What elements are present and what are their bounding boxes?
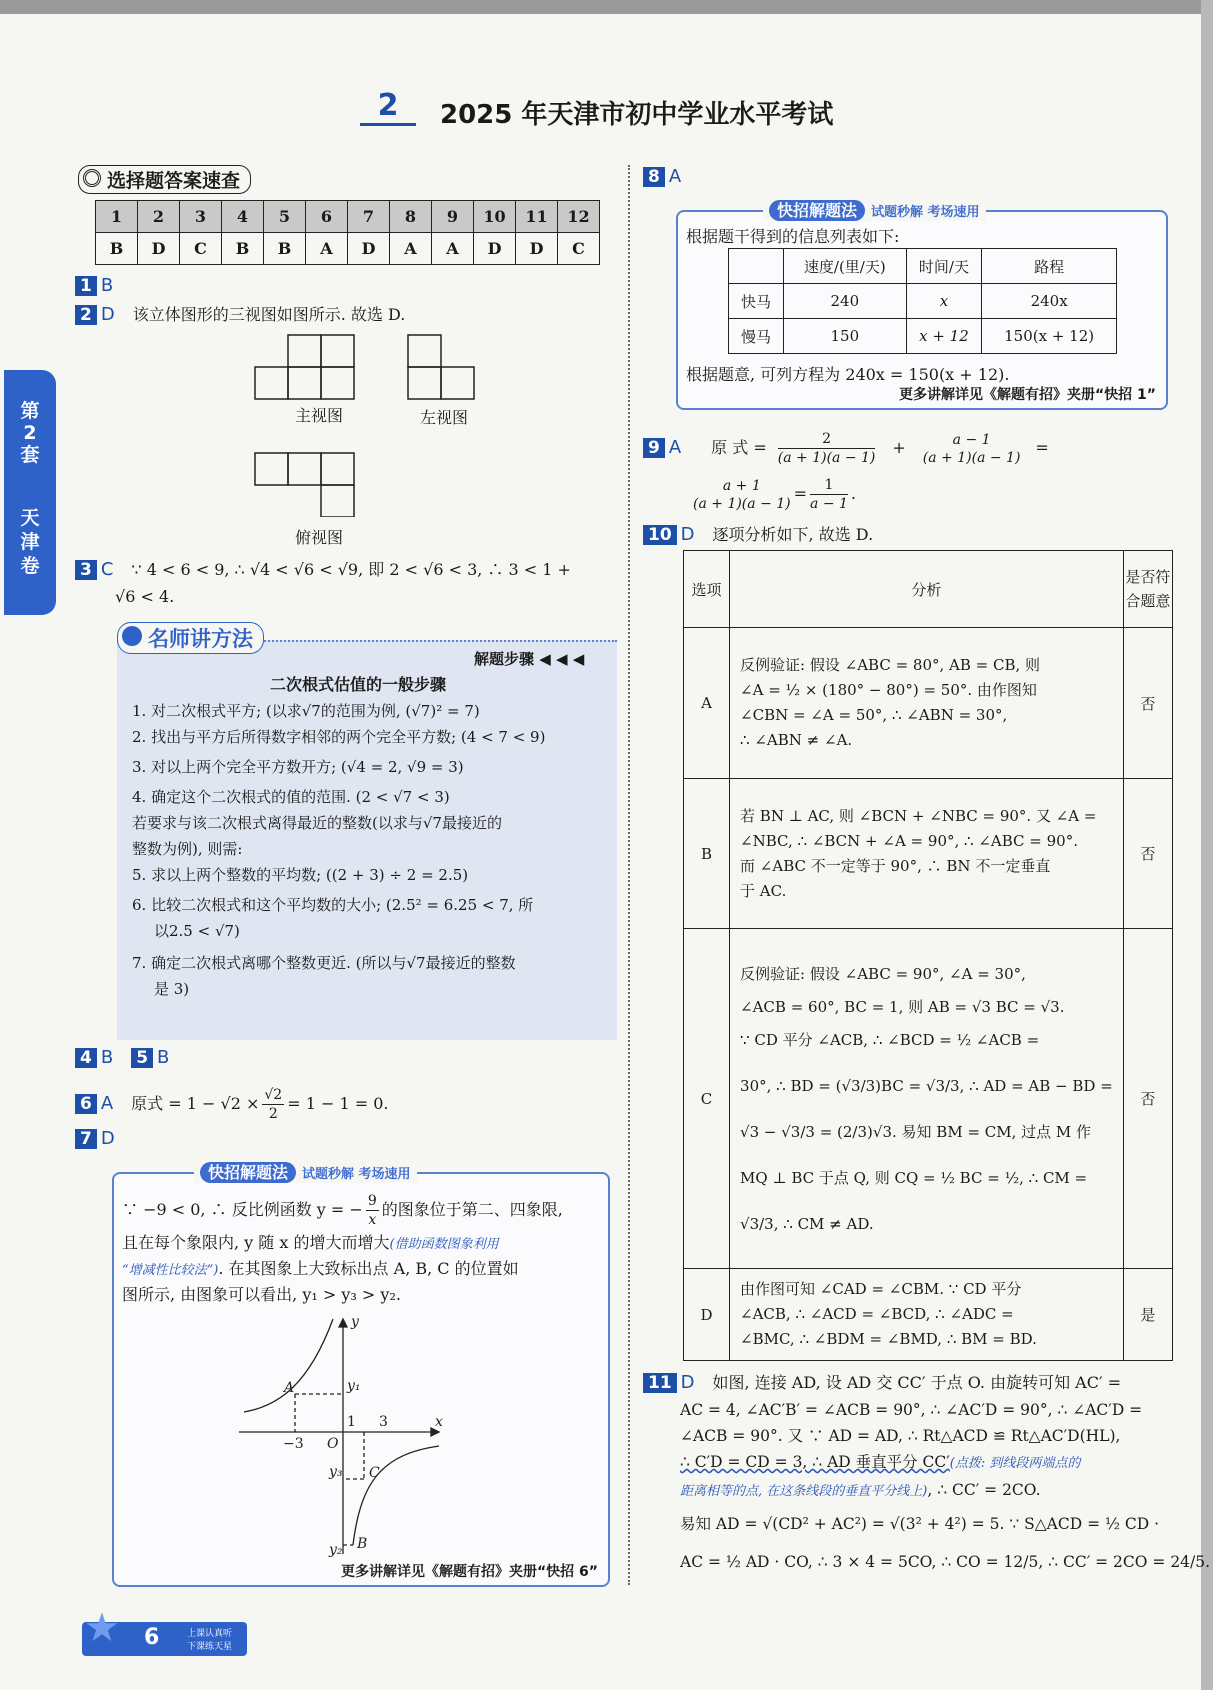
line: 由作图可知 ∠CAD = ∠CBM. ∵ CD 平分 xyxy=(740,1280,1022,1298)
line: ∠NBC, ∴ ∠BCN + ∠A = 90°, ∴ ∠ABC = 90°. xyxy=(740,831,1078,850)
q8 xyxy=(643,166,699,187)
q8-equation: 根据题意, 可列方程为 240x = 150(x + 12). xyxy=(686,365,1010,384)
hyperbola-graph xyxy=(239,1314,449,1559)
q11-body xyxy=(680,1397,1210,1575)
label-C: C xyxy=(369,1465,380,1481)
row-b xyxy=(684,779,1173,929)
q-answer: B xyxy=(100,1047,114,1068)
option: C xyxy=(684,929,730,1269)
q8-intro: 根据题干得到的信息列表如下: xyxy=(686,227,900,246)
cell: 3 xyxy=(180,201,222,233)
label-O: O xyxy=(327,1436,339,1452)
cell: 4 xyxy=(222,201,264,233)
step: 以2.5 < √7) xyxy=(154,922,240,940)
cell: C xyxy=(180,233,222,265)
slogan-1: 上课认真听 xyxy=(187,1629,233,1639)
line: 反例验证: 假设 ∠ABC = 90°, ∠A = 30°, xyxy=(740,964,1026,983)
teacher-mascot-icon xyxy=(122,626,142,646)
q-answer: D xyxy=(100,304,115,325)
q7-line1: ∵ −9 < 0, ∴ 反比例函数 y = − $\frac{9}{x}$ 的图象位于第二、四象限, xyxy=(122,1193,563,1228)
cell: 240 xyxy=(784,284,907,319)
cell: x xyxy=(906,284,982,319)
result: 是 xyxy=(1123,1269,1172,1361)
q-number: 1 xyxy=(75,276,97,296)
q-number: 4 xyxy=(75,1048,97,1068)
cell: B xyxy=(264,233,306,265)
q7 xyxy=(75,1128,133,1149)
q-answer: D xyxy=(680,524,695,545)
quick-answers-title: 选择题答案速查 xyxy=(78,165,251,194)
cell: 10 xyxy=(474,201,516,233)
option: A xyxy=(684,628,730,779)
tick-minus3: −3 xyxy=(283,1436,304,1452)
cell: 6 xyxy=(306,201,348,233)
header-result: 是否符合题意 xyxy=(1123,551,1172,628)
q8-tip-box xyxy=(676,201,1168,410)
line: ∵ CD 平分 ∠ACB, ∴ ∠BCD = ½ ∠ACB = xyxy=(740,1030,1040,1049)
page-footer-badge xyxy=(82,1605,247,1656)
line: 反例验证: 假设 ∠ABC = 80°, AB = CB, 则 xyxy=(740,656,1041,674)
q9: 9 A 原 式 = $\frac{2}{(a + 1)(a - 1)}$ + a − 1 (a + 1)(a − 1) = xyxy=(643,430,1049,467)
line: ∴ ∠ABN ≠ ∠A. xyxy=(740,731,853,749)
result: 否 xyxy=(1123,779,1172,929)
line: ∠CBN = ∠A = 50°, ∴ ∠ABN = 30°, xyxy=(740,706,1008,724)
line: ∠A = ½ × (180° − 80°) = 50°. 由作图知 xyxy=(740,681,1037,699)
line: 30°, ∴ BD = (√3/3)BC = √3/3, ∴ AD = AB − BD = xyxy=(740,1076,1113,1095)
front-view-label: 主视图 xyxy=(295,406,344,425)
q-number: 3 xyxy=(75,560,97,580)
line: ∴ C′D = CD = 3, ∴ AD 垂直平分 CC′(点拨: 到线段两端点的 xyxy=(680,1453,1081,1471)
cell: 路程 xyxy=(982,249,1117,284)
cell: 240x xyxy=(982,284,1117,319)
eye-icon xyxy=(83,169,101,187)
q-answer: B xyxy=(157,1047,170,1068)
q-number: 2 xyxy=(75,305,97,325)
page-number: 6 xyxy=(144,1625,160,1650)
q10: 10 D 逐项分析如下, 故选 D. xyxy=(643,522,873,545)
line: MQ ⊥ BC 于点 Q, 则 CQ = ½ BC = ½, ∴ CM = xyxy=(740,1168,1088,1187)
side-tab-region: 天津卷 xyxy=(20,507,40,577)
line: √3/3, ∴ CM ≠ AD. xyxy=(740,1214,874,1233)
cell: 8 xyxy=(390,201,432,233)
cell: C xyxy=(558,233,600,265)
cell xyxy=(729,249,784,284)
option: B xyxy=(684,779,730,929)
speed-table xyxy=(728,248,1117,354)
label-B: B xyxy=(357,1536,368,1552)
method-steps xyxy=(132,698,545,1002)
more-link[interactable]: 更多讲解详见《解题有招》夹册“快招 6” xyxy=(340,1564,598,1580)
step: 7. 确定二次根式离哪个整数更近. (所以与√7最接近的整数 xyxy=(132,954,516,972)
cell: 9 xyxy=(432,201,474,233)
set-number: 2 xyxy=(360,88,416,126)
cell: 时间/天 xyxy=(906,249,982,284)
step: 是 3) xyxy=(154,980,190,998)
row-a xyxy=(684,628,1173,779)
step: 1. 对二次根式平方; (以求√7的范围为例, (√7)² = 7) xyxy=(132,702,480,720)
step: 整数为例), 则需: xyxy=(132,840,243,858)
fraction: a − 1 (a + 1)(a − 1) xyxy=(922,431,1021,466)
label-y1: y₁ xyxy=(347,1378,361,1394)
cell: 7 xyxy=(348,201,390,233)
line: 若 BN ⊥ AC, 则 ∠BCN + ∠NBC = 90°. 又 ∠A = xyxy=(740,806,1097,825)
method-tag: 解题步骤 ◀ ◀ ◀ xyxy=(474,650,585,668)
q-answer: D xyxy=(680,1372,695,1393)
cell: 2 xyxy=(138,201,180,233)
q3 xyxy=(75,557,571,580)
line: 而 ∠ABC 不一定等于 90°, ∴ BN 不一定垂直 xyxy=(740,856,1051,875)
step: 4. 确定这个二次根式的值的范围. (2 < √7 < 3) xyxy=(132,788,450,806)
q-answer: D xyxy=(100,1128,115,1149)
cell: 1 xyxy=(96,201,138,233)
result: 否 xyxy=(1123,929,1172,1269)
fraction: a + 1 (a + 1)(a − 1) xyxy=(693,477,791,512)
q-answer: B xyxy=(100,275,114,296)
q-number: 5 xyxy=(131,1048,153,1068)
q9-line2: a + 1 (a + 1)(a − 1) = $\frac{1}{a - 1}$ . xyxy=(693,477,857,512)
step: 若要求与该二次根式离得最近的整数(以求与√7最接近的 xyxy=(132,814,502,832)
more-link[interactable]: 更多讲解详见《解题有招》夹册“快招 1” xyxy=(898,387,1156,403)
answer-numbers-row xyxy=(96,201,600,233)
q7-line4: 图所示, 由图象可以看出, y₁ > y₃ > y₂. xyxy=(122,1285,401,1304)
q-number: 11 xyxy=(643,1373,677,1393)
line: 距离相等的点, 在这条线段的垂直平分线上), ∴ CC′ = 2CO. xyxy=(680,1481,1041,1499)
q-number: 8 xyxy=(643,167,665,187)
q11: 11 D 如图, 连接 AD, 设 AD 交 CC′ 于点 O. 由旋转可知 AC′ = xyxy=(643,1370,1121,1393)
label-y2: y₂ xyxy=(329,1542,343,1558)
q-number: 9 xyxy=(643,438,665,458)
step: 6. 比较二次根式和这个平均数的大小; (2.5² = 6.25 < 7, 所 xyxy=(132,896,534,914)
q-number: 7 xyxy=(75,1129,97,1149)
q7-line3: “增减性比较法”). 在其图象上大致标出点 A, B, C 的位置如 xyxy=(122,1259,519,1278)
line: ∠ACB = 60°, BC = 1, 则 AB = √3 BC = √3. xyxy=(740,997,1065,1016)
line: ∠BMC, ∴ ∠BDM = ∠BMD, ∴ BM = BD. xyxy=(740,1330,1037,1348)
step: 5. 求以上两个整数的平均数; ((2 + 3) ÷ 2 = 2.5) xyxy=(132,866,469,884)
curve-branch-4 xyxy=(353,1446,439,1545)
q-number: 10 xyxy=(643,525,677,545)
cell: 5 xyxy=(264,201,306,233)
page-title: 2025 年天津市初中学业水平考试 xyxy=(440,100,834,130)
cell: 150(x + 12) xyxy=(982,319,1117,354)
left-view-label: 左视图 xyxy=(420,408,469,427)
q-answer: C xyxy=(100,559,114,580)
q4-q5 xyxy=(75,1047,187,1068)
q-answer: A xyxy=(668,166,682,187)
analysis-table xyxy=(683,550,1173,1361)
cell: A xyxy=(390,233,432,265)
method-heading: 二次根式估值的一般步骤 xyxy=(270,675,447,694)
line: ∠ACB, ∴ ∠ACD = ∠BCD, ∴ ∠ADC = xyxy=(740,1305,1014,1323)
header-option: 选项 xyxy=(684,551,730,628)
q2 xyxy=(75,302,405,325)
q7-tip-box xyxy=(112,1163,610,1587)
q-answer: A xyxy=(668,437,682,458)
step: 2. 找出与平方后所得数字相邻的两个完全平方数; (4 < 7 < 9) xyxy=(132,728,546,746)
q7-line2: 且在每个象限内, y 随 x 的增大而增大(借助函数图象利用 xyxy=(122,1233,499,1252)
row-d xyxy=(684,1269,1173,1361)
fraction: $\frac{√2}{2}$ xyxy=(264,1087,283,1122)
row-c xyxy=(684,929,1173,1269)
line: 于 AC. xyxy=(740,881,787,900)
scan-top-edge xyxy=(0,0,1213,14)
cell: D xyxy=(474,233,516,265)
fraction: $\frac{2}{(a + 1)(a - 1)}$ xyxy=(777,431,876,466)
tick-3: 3 xyxy=(379,1414,388,1430)
cell: x + 12 xyxy=(906,319,982,354)
option: D xyxy=(684,1269,730,1361)
label-y3: y₃ xyxy=(329,1464,343,1480)
line: 易知 AD = √(CD² + AC²) = √(3² + 4²) = 5. ∵ S△ACD = ½ CD · xyxy=(680,1515,1160,1533)
tip-header: 快招解题法 试题秒解 考场速用 xyxy=(763,198,986,221)
tick-1: 1 xyxy=(347,1414,356,1430)
line: AC = ½ AD · CO, ∴ 3 × 4 = 5CO, ∴ CO = 12/5, ∴ CC′ = 2CO = 24/5. xyxy=(680,1553,1211,1571)
cell: 快马 xyxy=(729,284,784,319)
cell: A xyxy=(306,233,348,265)
q1 xyxy=(75,275,131,296)
label-A: A xyxy=(284,1380,295,1396)
cell: D xyxy=(516,233,558,265)
slogan-2: 下课练天星 xyxy=(187,1642,233,1652)
label-x: x xyxy=(435,1414,443,1430)
cell: 慢马 xyxy=(729,319,784,354)
header-analysis: 分析 xyxy=(730,551,1124,628)
curve-branch-2 xyxy=(244,1319,333,1412)
cell: B xyxy=(96,233,138,265)
method-title: 名师讲方法 xyxy=(117,622,264,654)
tip-header: 快招解题法 试题秒解 考场速用 xyxy=(194,1160,417,1183)
q-answer: A xyxy=(100,1093,114,1114)
label-y: y xyxy=(351,1314,359,1330)
fraction: $\frac{9}{x}$ xyxy=(367,1193,377,1228)
q-text: 该立体图形的三视图如图所示. 故选 D. xyxy=(132,305,406,324)
answer-letters-row xyxy=(96,233,600,265)
top-view-label: 俯视图 xyxy=(295,528,344,547)
side-tab xyxy=(4,370,56,615)
cell: 速度/(里/天) xyxy=(784,249,907,284)
column-divider xyxy=(628,165,630,1585)
cell: 12 xyxy=(558,201,600,233)
fraction: $\frac{1}{a - 1}$ xyxy=(810,477,848,512)
cell: D xyxy=(138,233,180,265)
q-number: 6 xyxy=(75,1094,97,1114)
side-tab-set: 第2套 xyxy=(20,400,40,466)
step: 3. 对以上两个完全平方数开方; (√4 = 2, √9 = 3) xyxy=(132,758,464,776)
q6: 6 A 原式 = 1 − √2 × $\frac{√2}{2}$ = 1 − 1 = 0. xyxy=(75,1086,389,1123)
cell: B xyxy=(222,233,264,265)
line: ∠ACB = 90°. 又 ∵ AD = AD, ∴ Rt△ACD ≌ Rt△AC′D(HL), xyxy=(680,1427,1121,1445)
answer-table xyxy=(95,200,600,265)
cell: D xyxy=(348,233,390,265)
cell: A xyxy=(432,233,474,265)
line: AC = 4, ∠AC′B′ = ∠ACB = 90°, ∴ ∠AC′D = 90°, ∴ ∠AC′D = xyxy=(680,1401,1143,1419)
cell: 11 xyxy=(516,201,558,233)
line: √3 − √3/3 = (2/3)√3. 易知 BM = CM, 过点 M 作 xyxy=(740,1122,1092,1141)
result: 否 xyxy=(1123,628,1172,779)
q-text: ∵ 4 < 6 < 9, ∴ √4 < √6 < √9, 即 2 < √6 < 3, ∴ 3 < 1 + xyxy=(131,560,571,579)
q3-line2: √6 < 4. xyxy=(115,587,175,606)
cell: 150 xyxy=(784,319,907,354)
star-mascot-icon: ★ xyxy=(84,1605,120,1651)
